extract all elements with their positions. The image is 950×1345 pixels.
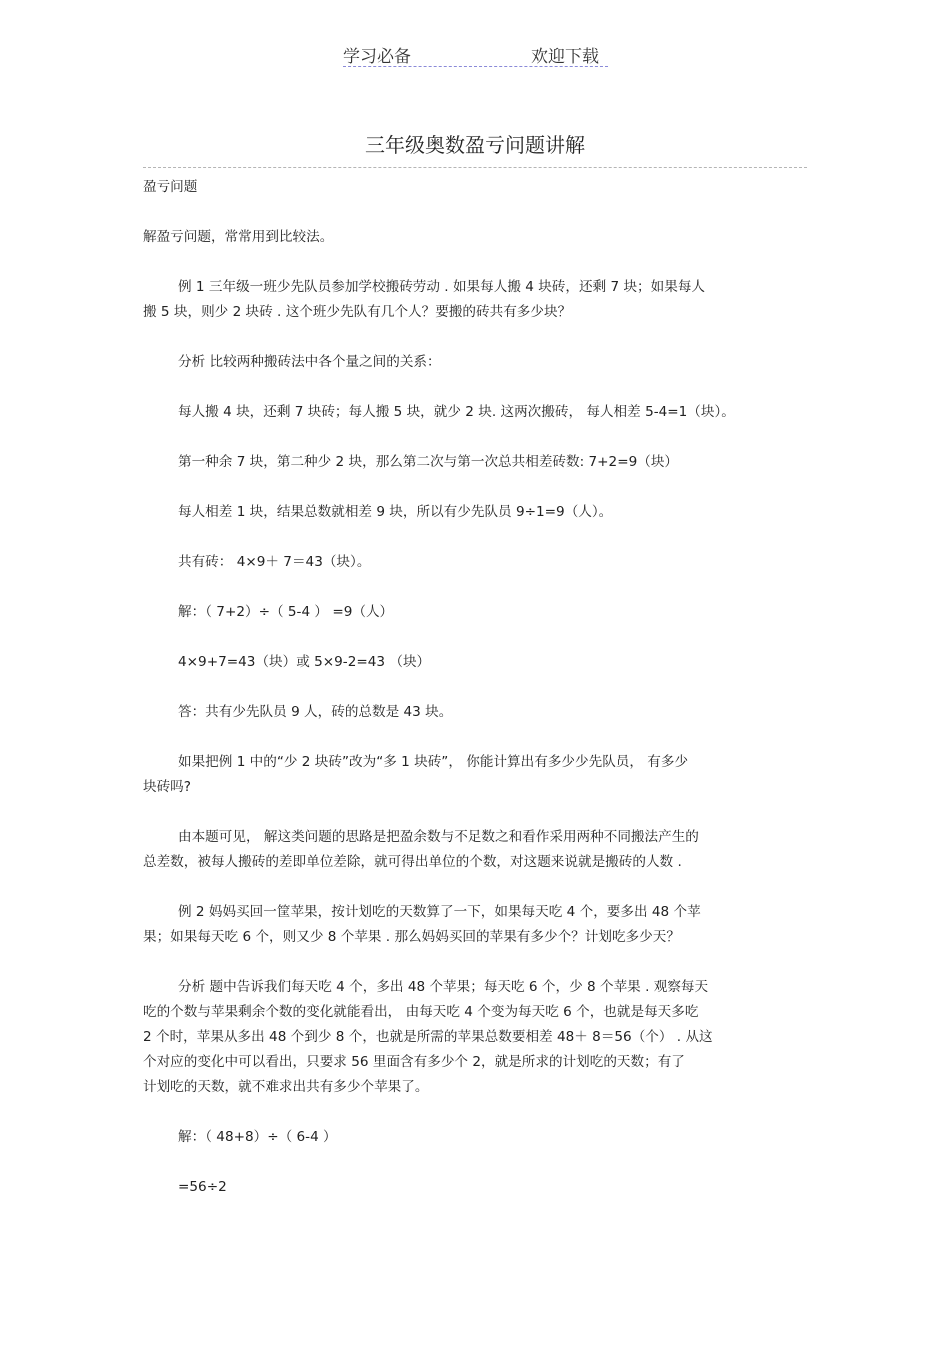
paragraph xyxy=(143,600,809,625)
paragraph xyxy=(143,975,809,1100)
paragraph-line: 搬 5 块，则少 2 块砖 . 这个班少先队有几个人？要搬的砖共有多少块？ xyxy=(143,304,572,320)
paragraph-line: 分析 题中告诉我们每天吃 4 个，多出 48 个苹果；每天吃 6 个，少 8 个苹果 . 观察每天 xyxy=(178,979,709,995)
paragraph-line: 第一种余 7 块，第二种少 2 块，那么第二次与第一次总共相差砖数: 7+2=9（块） xyxy=(178,454,679,470)
paragraph-line: 果；如果每天吃 6 个，则又少 8 个苹果 . 那么妈妈买回的苹果有多少个？计划吃多少天？ xyxy=(143,929,680,945)
page-header xyxy=(343,42,608,67)
paragraph-line: 例 2 妈妈买回一筐苹果，按计划吃的天数算了一下，如果每天吃 4 个，要多出 48 个苹 xyxy=(178,904,701,920)
paragraph-line: 每人相差 1 块，结果总数就相差 9 块，所以有少先队员 9÷1=9（人）。 xyxy=(178,504,613,520)
document-body xyxy=(143,175,809,1225)
paragraph xyxy=(143,550,809,575)
paragraph xyxy=(143,175,809,200)
paragraph-line: 解盈亏问题，常常用到比较法。 xyxy=(143,229,334,245)
paragraph xyxy=(143,700,809,725)
paragraph-line: 盈亏问题 xyxy=(143,179,198,195)
header-left-text: 学习必备 xyxy=(343,47,411,67)
paragraph-line: 个对应的变化中可以看出，只要求 56 里面含有多少个 2，就是所求的计划吃的天数；有了 xyxy=(143,1054,685,1070)
paragraph xyxy=(143,1125,809,1150)
title-divider xyxy=(143,167,807,168)
document-title: 三年级奥数盈亏问题讲解 xyxy=(365,133,585,157)
paragraph-line: 吃的个数与苹果剩余个数的变化就能看出， 由每天吃 4 个变为每天吃 6 个，也就是每天多吃 xyxy=(143,1004,699,1020)
paragraph xyxy=(143,900,809,950)
paragraph xyxy=(143,400,809,425)
paragraph-line: =56÷2 xyxy=(178,1179,227,1195)
paragraph xyxy=(143,350,809,375)
paragraph-line: 解：（ 7+2）÷（ 5-4 ） =9（人） xyxy=(178,604,394,620)
paragraph xyxy=(143,650,809,675)
paragraph-line: 答：共有少先队员 9 人，砖的总数是 43 块。 xyxy=(178,704,453,720)
paragraph-line: 2 个时，苹果从多出 48 个到少 8 个，也就是所需的苹果总数要相差 48＋ 8＝56（个） . 从这 xyxy=(143,1029,713,1045)
paragraph-line: 总差数，被每人搬砖的差即单位差除，就可得出单位的个数，对这题来说就是搬砖的人数 . xyxy=(143,854,682,870)
paragraph xyxy=(143,450,809,475)
paragraph-line: 4×9+7=43（块）或 5×9-2=43 （块） xyxy=(178,654,431,670)
header-right-text: 欢迎下载 xyxy=(531,47,599,67)
paragraph xyxy=(143,500,809,525)
paragraph xyxy=(143,825,809,875)
paragraph-line: 块砖吗? xyxy=(143,779,191,795)
paragraph xyxy=(143,750,809,800)
paragraph-line: 每人搬 4 块，还剩 7 块砖；每人搬 5 块，就少 2 块. 这两次搬砖， 每人相差 5-4=1（块）。 xyxy=(178,404,735,420)
paragraph-line: 分析 比较两种搬砖法中各个量之间的关系： xyxy=(178,354,441,370)
paragraph-line: 由本题可见， 解这类问题的思路是把盈余数与不足数之和看作采用两种不同搬法产生的 xyxy=(178,829,699,845)
paragraph xyxy=(143,1175,809,1200)
paragraph-line: 解：（ 48+8）÷（ 6-4 ） xyxy=(178,1129,337,1145)
paragraph xyxy=(143,275,809,325)
paragraph-line: 计划吃的天数，就不难求出共有多少个苹果了。 xyxy=(143,1079,429,1095)
paragraph-line: 例 1 三年级一班少先队员参加学校搬砖劳动 . 如果每人搬 4 块砖，还剩 7 块；如果每人 xyxy=(178,279,706,295)
paragraph-line: 共有砖： 4×9＋ 7＝43（块）。 xyxy=(178,554,371,570)
paragraph xyxy=(143,225,809,250)
paragraph-line: 如果把例 1 中的“少 2 块砖”改为“多 1 块砖”， 你能计算出有多少少先队员， 有多少 xyxy=(178,754,689,770)
